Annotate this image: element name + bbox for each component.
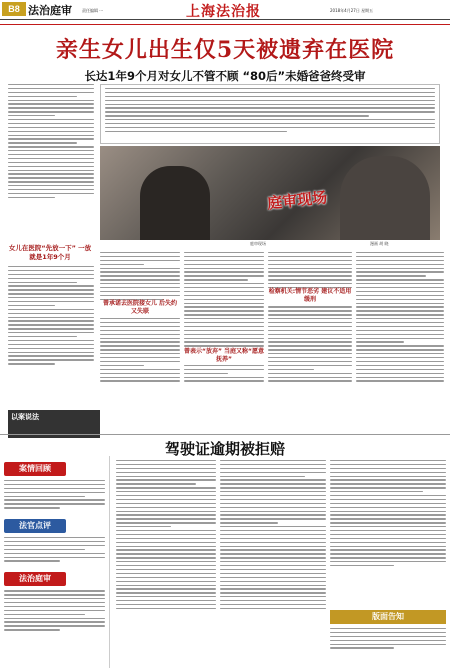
sub-headline-3: 检察机关:情节恶劣 建议不适用缓刑 xyxy=(268,288,352,303)
sub-headline-1: 曾承诺去医院接女儿 后失约又失联 xyxy=(100,300,180,316)
figure-silhouette-2 xyxy=(340,156,430,240)
editor-info: 责任编辑 ··· xyxy=(82,8,104,13)
page-number: B8 xyxy=(2,2,26,16)
court-headline: 驾驶证逾期被拒赔 xyxy=(164,440,285,458)
case-label: 案情回顾 xyxy=(4,462,66,476)
photo-caption-right: 漫画 胡 晓 xyxy=(370,241,389,246)
notice-label: 版面告知 xyxy=(330,610,446,624)
court-column-1 xyxy=(116,460,216,664)
column-3 xyxy=(184,252,264,434)
column-4 xyxy=(268,252,352,434)
header-rule xyxy=(0,24,450,25)
newspaper-logo: 上海法治报 xyxy=(186,4,261,20)
notice-body xyxy=(330,628,446,664)
court-column-3 xyxy=(330,460,446,606)
photo-stamp: 庭审现场 xyxy=(266,188,328,213)
section-divider xyxy=(0,434,450,435)
court-comment-label: 法官点评 xyxy=(4,519,66,533)
court-column-2 xyxy=(220,460,326,664)
left-column-top xyxy=(8,84,94,240)
section-title: 法治庭审 xyxy=(28,4,72,17)
story-intro-box xyxy=(100,84,440,144)
banner-label: 以案说法 xyxy=(8,410,100,438)
sub-headline-2: 曾表示“放弃” 当庭又称“愿意抚养” xyxy=(184,348,264,363)
sub-headline: 长达1年9个月对女儿不管不顾 “80后”未婚爸爸终受审 xyxy=(84,69,366,83)
court-photo xyxy=(100,146,440,240)
sidebar-block xyxy=(0,456,110,668)
tag-label: 法治庭审 xyxy=(4,572,66,586)
figure-silhouette xyxy=(140,166,210,240)
column-2 xyxy=(100,252,180,434)
date-line: 2018年4月27日 星期五 xyxy=(330,8,374,13)
photo-caption-left: 庭审现场 xyxy=(250,241,266,246)
side-headline: 女儿在医院“先放一下” 一放就是1年9个月 xyxy=(8,244,92,261)
left-column-body xyxy=(8,266,94,406)
column-5 xyxy=(356,252,444,434)
main-headline: 亲生女儿出生仅5天被遗弃在医院 xyxy=(55,37,395,63)
